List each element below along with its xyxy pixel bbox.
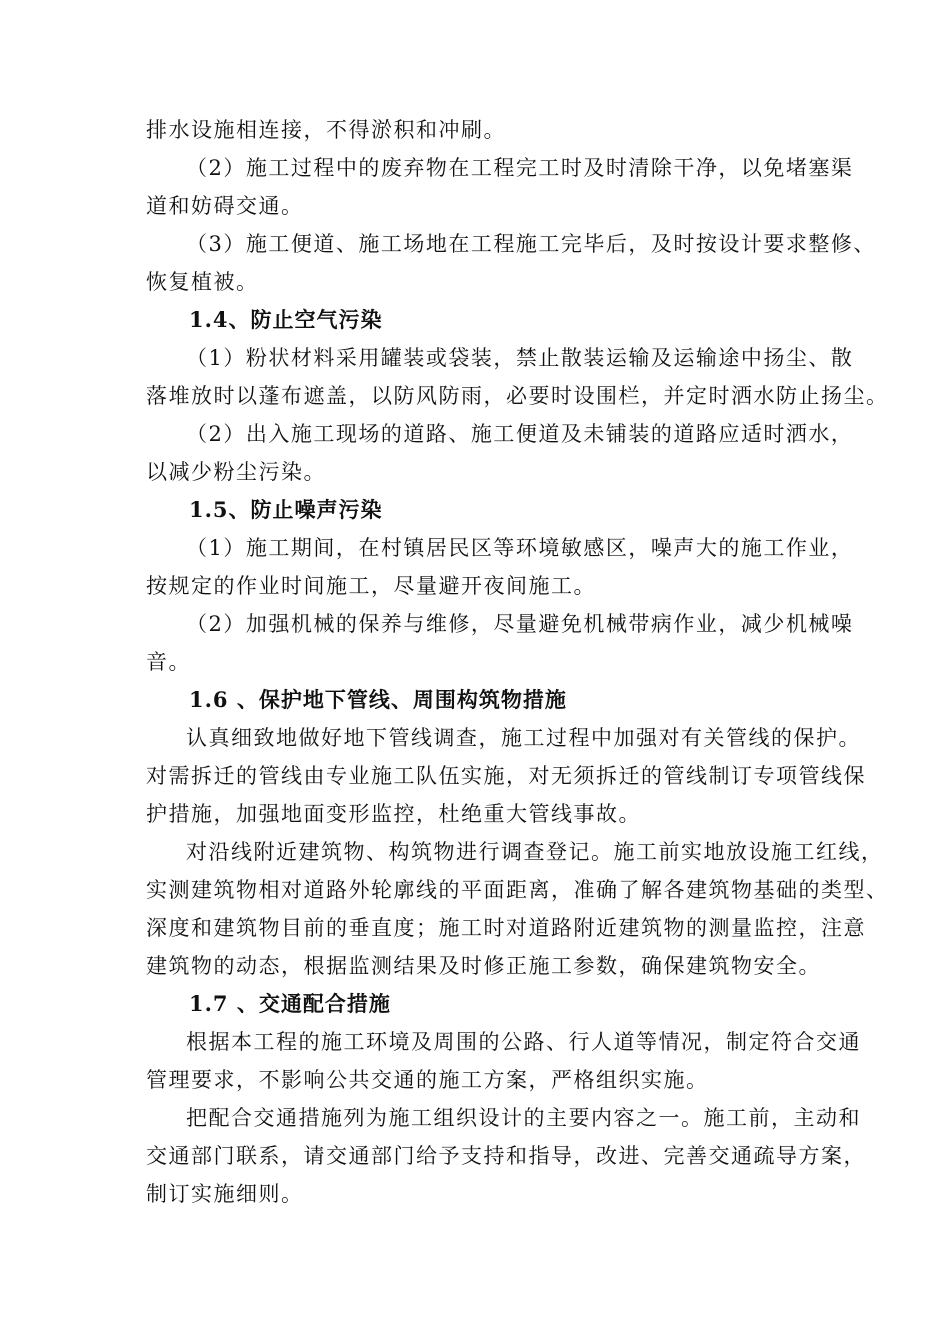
- text-line: 对需拆迁的管线由专业施工队伍实施，对无须拆迁的管线制订专项管线保: [146, 764, 866, 788]
- section-heading: 1.5、防止噪声污染: [189, 497, 383, 522]
- text-line: 按规定的作业时间施工，尽量避开夜间施工。: [146, 574, 596, 598]
- text-line: 落堆放时以蓬布遮盖，以防风防雨，必要时设围栏，并定时洒水防止扬尘。: [146, 384, 889, 408]
- text-line: 音。: [146, 650, 191, 674]
- paragraph-line: （2）加强机械的保养与维修，尽量避免机械带病作业，减少机械噪: [186, 612, 854, 636]
- text-line: 护措施，加强地面变形监控，杜绝重大管线事故。: [146, 802, 641, 826]
- paragraph-line: 根据本工程的施工环境及周围的公路、行人道等情况，制定符合交通: [186, 1030, 861, 1054]
- text-line: 深度和建筑物目前的垂直度；施工时对道路附近建筑物的测量监控，注意: [146, 916, 866, 940]
- text-line: 交通部门联系，请交通部门给予支持和指导，改进、完善交通疏导方案，: [146, 1144, 866, 1168]
- section-heading: 1.6 、保护地下管线、周围构筑物措施: [189, 687, 567, 712]
- paragraph-line: 把配合交通措施列为施工组织设计的主要内容之一。施工前，主动和: [186, 1106, 861, 1130]
- text-line: 制订实施细则。: [146, 1182, 304, 1206]
- text-line: 恢复植被。: [146, 270, 259, 294]
- text-line: 建筑物的动态，根据监测结果及时修正施工参数，确保建筑物安全。: [146, 954, 821, 978]
- paragraph-line: 认真细致地做好地下管线调查，施工过程中加强对有关管线的保护。: [186, 726, 861, 750]
- paragraph-line: （2）出入施工现场的道路、施工便道及未铺装的道路应适时洒水，: [186, 422, 854, 446]
- paragraph-line: （1）施工期间，在村镇居民区等环境敏感区，噪声大的施工作业，: [186, 536, 854, 560]
- paragraph-line: 对沿线附近建筑物、构筑物进行调查登记。施工前实地放设施工红线，: [186, 840, 884, 864]
- paragraph-line: （3）施工便道、施工场地在工程施工完毕后，及时按设计要求整修、: [186, 232, 876, 256]
- paragraph-line: （1）粉状材料采用罐装或袋装，禁止散装运输及运输途中扬尘、散: [186, 346, 854, 370]
- text-line: 以减少粉尘污染。: [146, 460, 326, 484]
- text-line: 管理要求，不影响公共交通的施工方案，严格组织实施。: [146, 1068, 709, 1092]
- section-heading: 1.7 、交通配合措施: [189, 991, 391, 1016]
- paragraph-line: （2）施工过程中的废弃物在工程完工时及时清除干净，以免堵塞渠: [186, 156, 854, 180]
- section-heading: 1.4、防止空气污染: [189, 307, 383, 332]
- text-line: 排水设施相连接，不得淤积和冲刷。: [146, 118, 506, 142]
- text-line: 道和妨碍交通。: [146, 194, 304, 218]
- text-line: 实测建筑物相对道路外轮廓线的平面距离，准确了解各建筑物基础的类型、: [146, 878, 889, 902]
